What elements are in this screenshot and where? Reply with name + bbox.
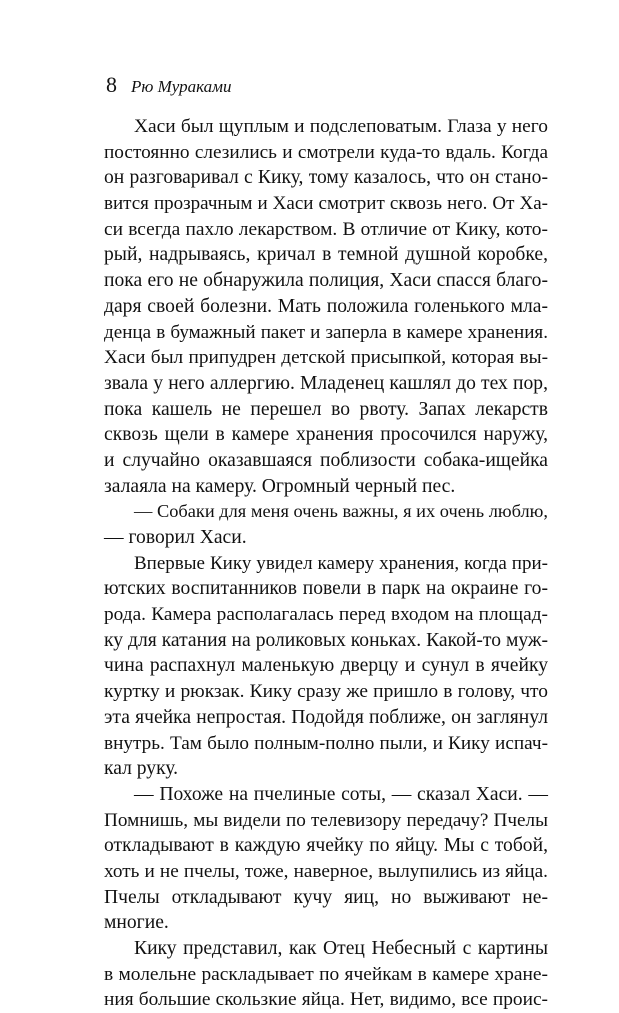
text-line: Помнишь, мы видели по телевизору передачу? Пчелы bbox=[104, 809, 548, 831]
running-head-author: Рю Мураками bbox=[131, 77, 232, 96]
text-line: Впервые Кику увидел камеру хранения, когда при- bbox=[134, 552, 548, 574]
text-line: ния большие скользкие яйца. Нет, видимо, все проис- bbox=[104, 989, 548, 1011]
text-line: и случайно оказавшаяся поблизости собака-ищейка bbox=[104, 449, 548, 471]
page-number: 8 bbox=[106, 72, 117, 97]
text-line: хоть и не пчелы, тоже, наверное, вылупились из яйца. bbox=[104, 860, 548, 882]
text-line: ютских воспитанников повели в парк на окраине го- bbox=[104, 578, 548, 600]
text-line: — Собаки для меня очень важны, я их очень люблю, bbox=[134, 501, 548, 522]
text-line: сквозь щели в камере хранения просочился наружу, bbox=[104, 424, 548, 446]
text-line: пока его не обнаружила полиция, Хаси спасся благо- bbox=[104, 270, 548, 292]
text-line: рода. Камера располагалась перед входом на площад- bbox=[104, 604, 548, 626]
text-line: денца в бумажный пакет и заперла в камере хранения. bbox=[104, 321, 548, 343]
text-line: чина распахнул маленькую дверцу и сунул в ячейку bbox=[104, 655, 548, 677]
text-line: даря своей болезни. Мать положила голенького мла- bbox=[104, 295, 548, 317]
body-text bbox=[104, 114, 548, 1013]
text-line: ку для катания на роликовых коньках. Какой-то муж- bbox=[104, 629, 548, 651]
text-line: звала у него аллергию. Младенец кашлял до тех пор, bbox=[104, 372, 548, 394]
text-line: пока кашель не перешел во рвоту. Запах лекарств bbox=[104, 398, 548, 420]
text-line: внутрь. Там было полным-полно пыли, и Кику испач- bbox=[104, 732, 548, 754]
text-line: куртку и рюкзак. Кику сразу же пришло в голову, что bbox=[104, 681, 548, 703]
text-line: си всегда пахло лекарством. В отличие от Кику, кото- bbox=[104, 218, 548, 240]
text-line: залаяла на камеру. Огромный черный пес. bbox=[104, 475, 456, 497]
text-line: — говорил Хаси. bbox=[104, 527, 247, 548]
text-line: вится прозрачным и Хаси смотрит сквозь него. От Ха- bbox=[104, 193, 548, 215]
text-line: кал руку. bbox=[104, 758, 179, 780]
text-line: в молельне раскладывает по ячейкам в камере хране- bbox=[104, 963, 548, 985]
text-line: — Похоже на пчелиные соты, — сказал Хаси. — bbox=[134, 783, 548, 805]
text-line: рый, надрываясь, кричал в темной душной коробке, bbox=[104, 244, 548, 266]
text-line: Хаси был припудрен детской присыпкой, которая вы- bbox=[104, 347, 548, 369]
text-line: Пчелы откладывают кучу яиц, но выживают не- bbox=[104, 886, 548, 908]
text-line: постоянно слезились и смотрели куда-то вдаль. Когда bbox=[104, 141, 548, 163]
text-line: он разговаривал с Кику, тому казалось, что он стано- bbox=[104, 167, 548, 189]
text-line: Кику представил, как Отец Небесный с картины bbox=[134, 938, 548, 959]
text-line: Хаси был щуплым и подслеповатым. Глаза у него bbox=[134, 116, 548, 137]
text-line: откладывают в каждую ячейку по яйцу. Мы с тобой, bbox=[104, 835, 548, 857]
running-head bbox=[106, 72, 231, 100]
text-line: многие. bbox=[104, 912, 169, 934]
text-line: эта ячейка непростая. Подойдя поближе, он заглянул bbox=[104, 706, 548, 728]
